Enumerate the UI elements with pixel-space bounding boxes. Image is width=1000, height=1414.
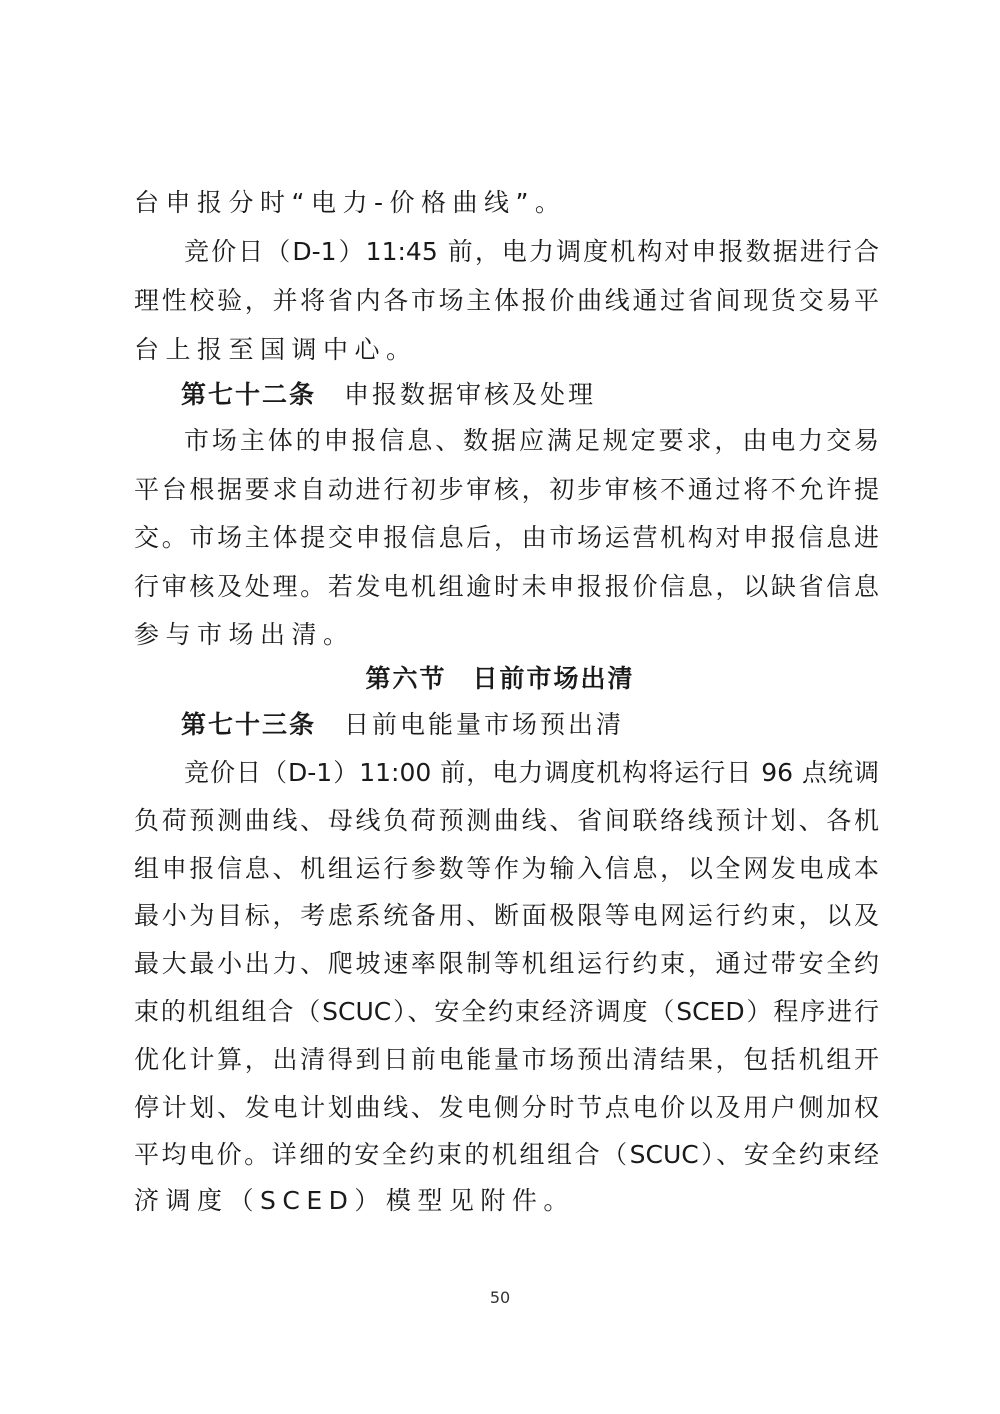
paragraph-line: 负荷预测曲线、母线负荷预测曲线、省间联络线预计划、各机 [134,806,879,835]
paragraph-line: 平均电价。详细的安全约束的机组组合（SCUC）、安全约束经 [134,1140,879,1169]
article-title: 申报数据审核及处理 [344,380,597,409]
paragraph-line: 优化计算，出清得到日前电能量市场预出清结果，包括机组开 [134,1045,879,1074]
page-number: 50 [489,1288,511,1307]
paragraph-line: 停计划、发电计划曲线、发电侧分时节点电价以及用户侧加权 [134,1093,879,1122]
paragraph-line: 竞价日（D-1）11:45 前，电力调度机构对申报数据进行合 [184,237,879,266]
paragraph-line: 行审核及处理。若发电机组逾时未申报报价信息，以缺省信息 [134,572,879,601]
article-heading-72 [181,372,596,418]
article-title: 日前电能量市场预出清 [344,710,625,739]
section-heading [0,656,1000,702]
paragraph-line: 台申报分时“电力-价格曲线”。 [134,188,567,217]
section-number: 第六节 [365,664,447,693]
paragraph-line: 交。市场主体提交申报信息后，由市场运营机构对申报信息进 [134,523,879,552]
paragraph-line: 济调度（SCED）模型见附件。 [134,1186,575,1215]
article-number: 第七十三条 [181,710,317,739]
article-number: 第七十二条 [181,380,317,409]
article-heading-73 [181,702,624,748]
paragraph-line: 参与市场出清。 [134,620,355,649]
paragraph-line: 台上报至国调中心。 [134,335,418,364]
paragraph-line: 组申报信息、机组运行参数等作为输入信息，以全网发电成本 [134,854,879,883]
paragraph-line: 竞价日（D-1）11:00 前，电力调度机构将运行日 96 点统调 [184,758,879,787]
paragraph-line: 束的机组组合（SCUC）、安全约束经济调度（SCED）程序进行 [134,997,879,1026]
paragraph-line: 市场主体的申报信息、数据应满足规定要求，由电力交易 [184,426,879,455]
paragraph-line: 最小为目标，考虑系统备用、断面极限等电网运行约束，以及 [134,901,879,930]
paragraph-line: 最大最小出力、爬坡速率限制等机组运行约束，通过带安全约 [134,949,879,978]
paragraph-line: 平台根据要求自动进行初步审核，初步审核不通过将不允许提 [134,475,879,504]
section-title: 日前市场出清 [472,664,635,693]
paragraph-line: 理性校验，并将省内各市场主体报价曲线通过省间现货交易平 [134,286,879,315]
